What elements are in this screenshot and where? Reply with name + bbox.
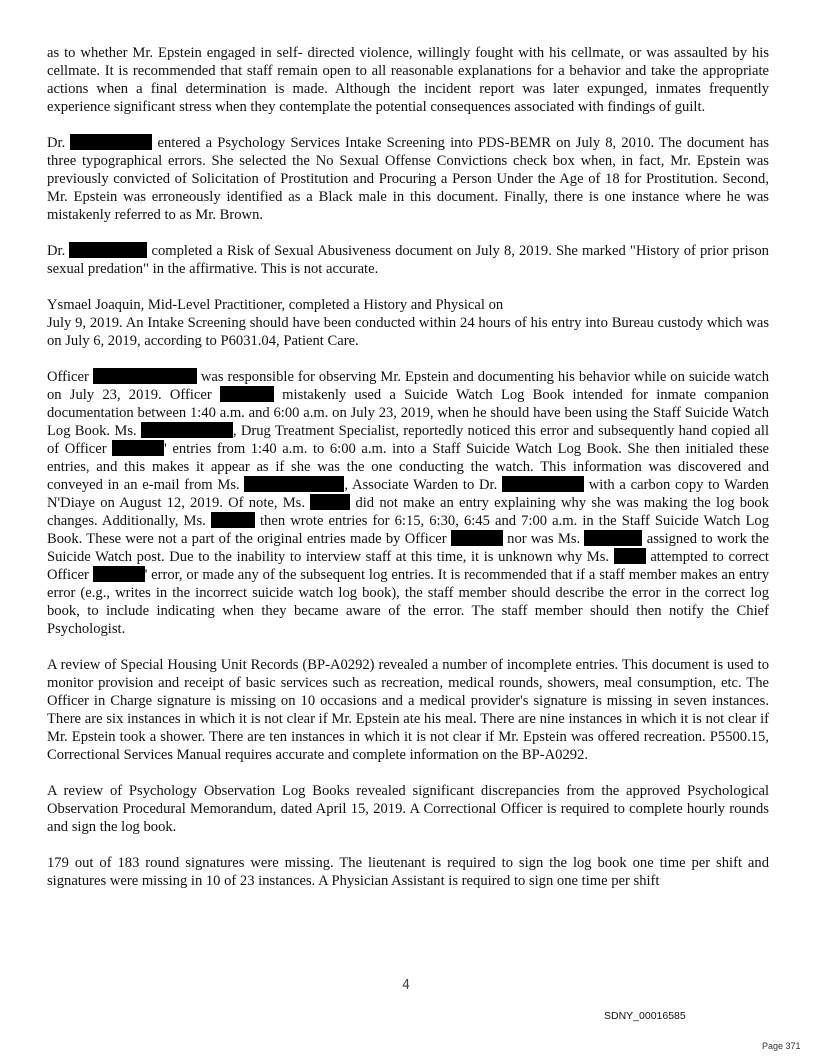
p4-line-2: July 9, 2019. An Intake Screening should have been conducted within 24 hours of his entry into Bureau custody which was on July 6, 2019, according to P6031.04, Patient Care. (47, 315, 769, 349)
bates-number: SDNY_00016585 (604, 1010, 686, 1022)
p5-seg: Officer (47, 369, 89, 385)
p5-seg: with a carbon copy to Warden N'Diaye on August 12, 2019. Of note, Ms. (47, 477, 769, 511)
redaction-box (70, 134, 152, 150)
redaction-box (69, 242, 147, 258)
p5-seg: , Associate Warden to Dr. (344, 477, 498, 493)
p2-lead: Dr. (47, 135, 66, 151)
p5-seg: mistakenly used a Suicide Watch Log Book intended for inmate companion documentation between 1:40 a.m. and 6:00 a.m. on July 23, 2019, when he should have been using the Staff Suicide Watch Log Book. Ms. (47, 387, 769, 439)
redaction-box (211, 512, 255, 528)
pdf-page-label: Page 371 (762, 1041, 801, 1051)
paragraph-4 (47, 296, 769, 350)
redaction-box (244, 476, 344, 492)
paragraph-5 (47, 368, 769, 638)
redaction-box (614, 548, 646, 564)
redaction-box (451, 530, 503, 546)
document-body (47, 44, 769, 908)
redaction-box (584, 530, 642, 546)
redaction-box (141, 422, 233, 438)
p5-seg: assigned to work the Suicide Watch post. Due to the inability to interview staff at this time, it is unknown why Ms. (47, 531, 769, 565)
paragraph-2 (47, 134, 769, 224)
redaction-box (220, 386, 274, 402)
p4-line-1: Ysmael Joaquin, Mid-Level Practitioner, completed a History and Physical on (47, 297, 504, 313)
redaction-box (93, 368, 197, 384)
paragraph-6: A review of Special Housing Unit Records (BP-A0292) revealed a number of incomplete entries. This document is used to monitor provision and receipt of basic services such as recreation, medical rounds, showers, meal consumption, etc. The Officer in Charge signature is missing on 10 occasions and a medical provider's signature is missing in seven instances. There are six instances in which it is not clear if Mr. Epstein ate his meal. There are nine instances in which it is not clear if Mr. Epstein took a shower. There are ten instances in which it is not clear if Mr. Epstein was offered recreation. P5500.15, Correctional Services Manual requires accurate and complete information on the BP-A0292. (47, 657, 769, 763)
redaction-box (93, 566, 145, 582)
p5-seg: attempted to correct Officer (47, 549, 769, 583)
redaction-box (112, 440, 164, 456)
redaction-box (502, 476, 584, 492)
paragraph-7: A review of Psychology Observation Log Books revealed significant discrepancies from the approved Psychological Observation Procedural Memorandum, dated April 15, 2019. A Correctional Officer is required to complete hourly rounds and sign the log book. (47, 783, 769, 835)
redaction-box (310, 494, 350, 510)
p5-seg: then wrote entries for 6:15, 6:30, 6:45 and 7:00 a.m. in the Staff Suicide Watch Log Book. These were not a part of the original entries made by Officer (47, 513, 769, 547)
p5-seg: did not make an entry explaining why she was making the log book changes. Additionally, Ms. (47, 495, 769, 529)
paragraph-8: 179 out of 183 round signatures were missing. The lieutenant is required to sign the log book one time per shift and signatures were missing in 10 of 23 instances. A Physician Assistant is required to sign one time per shift (47, 855, 769, 889)
p3-lead: Dr. (47, 243, 66, 259)
p2-text: entered a Psychology Services Intake Screening into PDS-BEMR on July 8, 2010. The document has three typographical errors. She selected the No Sexual Offense Convictions check box when, in fact, Mr. Epstein was previously convicted of Solicitation of Prostitution and Procuring a Person Under the Age of 18 for Prostitution. Second, Mr. Epstein was erroneously identified as a Black male in this document. Finally, there is one instance where he was mistakenly referred to as Mr. Brown. (47, 135, 769, 223)
p5-seg: was responsible for observing Mr. Epstein and documenting his behavior while on suicide watch on July 23, 2019. Officer (47, 369, 769, 403)
paragraph-3 (47, 242, 769, 278)
p5-seg: , Drug Treatment Specialist, reportedly noticed this error and subsequently hand copied all of Officer (47, 423, 769, 457)
p3-text: completed a Risk of Sexual Abusiveness document on July 8, 2019. She marked "History of prior prison sexual predation" in the affirmative. This is not accurate. (47, 243, 769, 277)
page-number: 4 (402, 978, 410, 993)
p5-seg: ' error, or made any of the subsequent log entries. It is recommended that if a staff member makes an entry error (e.g., writes in the incorrect suicide watch log book), the staff member should describe the error in the correct log book, to include indicating when they became aware of the error. The staff member should then notify the Chief Psychologist. (47, 567, 769, 637)
p5-seg: nor was Ms. (507, 531, 581, 547)
paragraph-1: as to whether Mr. Epstein engaged in self- directed violence, willingly fought with his cellmate, or was assaulted by his cellmate. It is recommended that staff remain open to all reasonable explanations for a behavior and take the appropriate actions when a final determination is made. Although the incident report was later expunged, inmates frequently experience significant stress when they contemplate the potential consequences associated with findings of guilt. (47, 45, 769, 115)
p5-seg: ' entries from 1:40 a.m. to 6:00 a.m. into a Staff Suicide Watch Log Book. She then initialed these entries, and this makes it appear as if she was the one conducting the watch. This information was discovered and conveyed in an e-mail from Ms. (47, 441, 770, 493)
